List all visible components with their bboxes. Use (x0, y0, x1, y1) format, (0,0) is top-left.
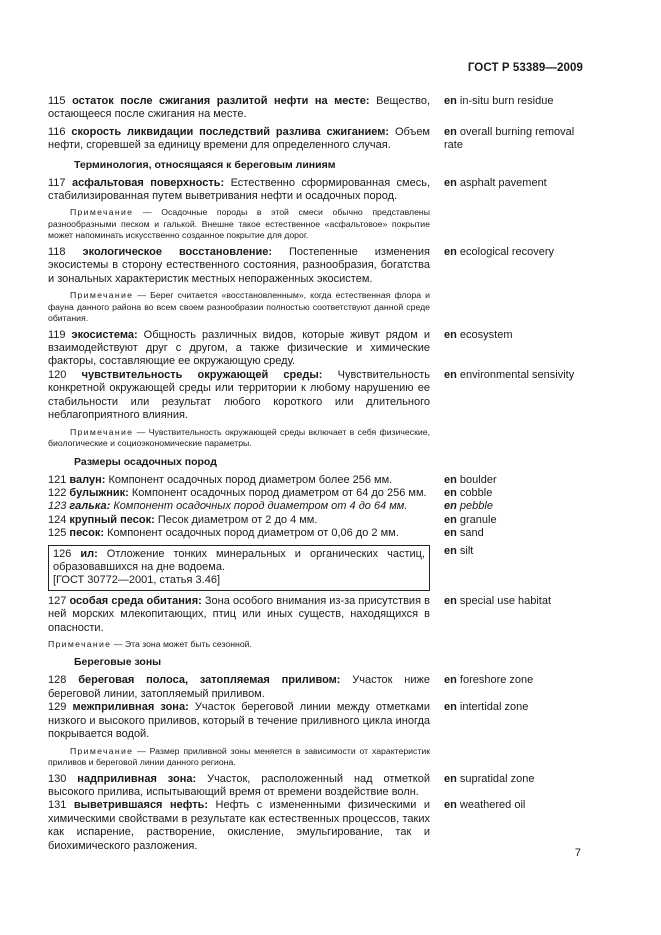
en-term: supratidal zone (459, 772, 535, 785)
entry-en (430, 527, 593, 540)
entry-en (430, 595, 593, 608)
en-tag: en (444, 513, 457, 526)
en-term: pebble (459, 500, 493, 513)
en-tag: en (444, 245, 457, 258)
term-entry-126 (48, 545, 593, 591)
entry-number: 121 (48, 473, 67, 486)
en-term: in-situ burn residue (459, 95, 554, 107)
entry-term: экосистема: (71, 328, 138, 341)
entry-definition: Отложение тонких минеральных и органических частиц, образовавшихся на дне водоема. (53, 547, 425, 573)
en-term: ecosystem (459, 328, 513, 341)
entry-en (430, 500, 593, 513)
entry-definition: Объем нефти, сгоревшей за единицу времени для определенного случая. (48, 125, 430, 152)
entry-ru (53, 548, 425, 588)
entry-number: 118 (48, 245, 66, 258)
note-label: Примечание (70, 426, 134, 437)
entry-en (430, 514, 593, 527)
entry-number: 122 (48, 486, 67, 499)
en-term: cobble (459, 486, 493, 499)
entry-definition: Участок береговой линии между отметками низкого и высокого приливов, который в течение приливного цикла иногда покрывается водой. (48, 701, 430, 741)
entry-number: 120 (48, 368, 67, 381)
section-title-sediment-sizes: Размеры осадочных пород (74, 455, 217, 468)
entry-number: 119 (48, 328, 66, 341)
en-term: overall burning removal rate (444, 125, 575, 152)
entry-number: 116 (48, 125, 66, 138)
entry-term: береговая полоса, затопляемая приливом: (78, 674, 341, 687)
entry-ru (48, 701, 430, 741)
entry-note (48, 290, 430, 325)
en-term: environmental sensivity (459, 368, 575, 381)
term-entry-119 (48, 329, 593, 369)
en-term: granule (459, 513, 497, 526)
note-label: Примечание (48, 638, 112, 649)
entry-en (430, 799, 593, 812)
en-tag: en (444, 701, 457, 714)
entry-definition: Естественно сформированная смесь, стабилизированная путем выветривания нефти и осадочных пород. (48, 176, 431, 203)
en-tag: en (444, 772, 457, 785)
entry-number: 129 (48, 701, 67, 714)
entry-en (430, 674, 593, 687)
entry-ru (48, 799, 430, 853)
term-entry-122 (48, 487, 593, 500)
en-tag: en (444, 176, 457, 189)
en-tag: en (444, 799, 457, 812)
term-entry-128 (48, 674, 593, 701)
entry-term: булыжник: (69, 486, 129, 499)
entry-number: 117 (48, 176, 66, 189)
entry-en (430, 329, 593, 342)
entry-ru (48, 487, 430, 500)
entry-en (430, 246, 593, 259)
entry-note (48, 746, 430, 769)
term-entry-116 (48, 126, 593, 153)
entry-en (430, 126, 593, 153)
en-term: boulder (459, 473, 497, 486)
entry-term: чувствительность окружающей среды: (81, 368, 323, 381)
term-entry-131 (48, 799, 593, 853)
entry-note (48, 639, 430, 651)
entry-term: асфальтовая поверхность: (71, 176, 225, 189)
entry-term: остаток после сжигания разлитой нефти на месте: (72, 95, 370, 107)
entry-ru (48, 500, 430, 513)
en-term: ecological recovery (459, 245, 555, 258)
entry-ru (48, 674, 430, 701)
entry-term: межприливная зона: (72, 701, 189, 714)
term-entry-117 (48, 177, 593, 204)
entry-ru (48, 773, 430, 800)
term-entry-120 (48, 369, 593, 423)
entry-number: 115 (48, 95, 66, 107)
entry-term: особая среда обитания: (69, 594, 202, 607)
en-tag: en (444, 544, 457, 557)
entry-term: экологическое восстановление: (82, 245, 273, 258)
entry-ru (48, 474, 430, 487)
entry-en (430, 773, 593, 786)
term-entry-123 (48, 500, 593, 513)
entry-ru (48, 329, 430, 369)
entry-number: 130 (48, 772, 67, 785)
entry-en (430, 487, 593, 500)
term-entry-115 (48, 95, 593, 122)
entry-definition: Участок, расположенный над отметкой высокого прилива, испытывающий время от времени воздействие волн. (48, 772, 430, 798)
entry-ru (48, 527, 430, 540)
note-label: Примечание (70, 290, 134, 301)
entry-number: 127 (48, 594, 67, 607)
entry-ru (48, 95, 430, 122)
entry-en (430, 177, 593, 190)
en-tag: en (444, 594, 457, 607)
entry-term: скорость ликвидации последствий разлива сжиганием: (71, 125, 390, 138)
document-content (48, 95, 593, 853)
entry-number: 124 (48, 513, 67, 526)
entry-number: 123 (48, 500, 67, 513)
en-tag: en (444, 328, 457, 341)
note-text: — Берег считается «восстановленным», когда естественная флора и фауна данного района во всем своем разнообразии полностью соответствуют данной среде обитания. (48, 290, 430, 324)
en-tag: en (444, 674, 457, 687)
entry-number: 131 (48, 799, 67, 812)
boxed-definition (48, 545, 430, 591)
entry-term: крупный песок: (69, 513, 155, 526)
entry-term: валун: (69, 473, 106, 486)
entry-note (48, 207, 430, 242)
en-term: special use habitat (459, 594, 552, 607)
entry-definition: Компонент осадочных пород диаметром более 256 мм. (108, 473, 393, 486)
entry-en (430, 95, 593, 108)
entry-definition: Постепенные изменения экосистемы в сторону естественного состояния, разнообразия, богатства и зональных характеристик местных непораженных экосистем. (48, 245, 430, 285)
entry-definition: Общность различных видов, которые живут рядом и взаимодействуют друг с другом, а также физические и химические факторы, составляющие ее окружающую среду. (48, 328, 430, 368)
entry-definition: Нефть с измененными физическими и химическими свойствами в результате как естественных процессов, таких как испарение, растворение, окисление, эмульгирование, так и биохимического разложения. (48, 799, 430, 852)
entry-term: выветрившаяся нефть: (73, 799, 209, 812)
entry-number: 126 (53, 547, 72, 560)
section-title-shorelines: Терминология, относящаяся к береговым линиям (74, 158, 336, 171)
note-text: — Чувствительность окружающей среды включает в себя физические, биологические и социоэкономические параметры. (48, 426, 430, 448)
en-tag: en (444, 368, 457, 381)
entry-note (48, 427, 430, 450)
term-entry-124 (48, 514, 593, 527)
entry-number: 128 (48, 674, 67, 687)
term-entry-118 (48, 246, 593, 286)
note-label: Примечание (70, 745, 134, 756)
entry-term: песок: (69, 527, 105, 540)
entry-definition: Компонент осадочных пород диаметром от 4 до 64 мм. (113, 500, 408, 513)
entry-definition: Зона особого внимания из-за присутствия в ней морских млекопитающих, птиц или иных существ, находящихся в опасности. (48, 594, 430, 634)
note-text: — Эта зона может быть сезонной. (113, 638, 252, 649)
en-tag: en (444, 473, 457, 486)
entry-definition: Компонент осадочных пород диаметром от 64 до 256 мм. (131, 486, 427, 499)
term-entry-127 (48, 595, 593, 635)
en-term: silt (459, 544, 474, 557)
note-label: Примечание (70, 207, 134, 218)
entry-ru (48, 246, 430, 286)
entry-definition: Песок диаметром от 2 до 4 мм. (157, 513, 318, 526)
entry-definition: Вещество, остающееся после сжигания на месте. (48, 95, 431, 121)
term-entry-121 (48, 474, 593, 487)
entry-number: 125 (48, 527, 67, 540)
en-tag: en (444, 486, 457, 499)
en-term: foreshore zone (459, 674, 534, 687)
standard-code: ГОСТ Р 53389—2009 (467, 62, 583, 74)
en-term: intertidal zone (459, 701, 529, 714)
entry-definition: Чувствительность конкретной окружающей среды или территории к любому нарушению ее стабильности или результат любого короткого или длительного неблагоприятного влияния. (48, 368, 430, 422)
en-term: sand (459, 527, 484, 540)
entry-term: галька: (69, 500, 111, 513)
term-entry-125 (48, 527, 593, 540)
page-number: 7 (574, 847, 581, 859)
entry-en (430, 369, 593, 382)
source-reference: [ГОСТ 30772—2001, статья 3.46] (53, 574, 221, 587)
entry-ru (48, 369, 430, 423)
entry-term: ил: (80, 547, 98, 560)
entry-ru (48, 595, 430, 635)
en-tag: en (444, 527, 457, 540)
note-text: — Размер приливной зоны меняется в зависимости от характеристик приливов и береговой линии данного региона. (48, 745, 430, 767)
entry-ru (48, 126, 430, 153)
en-tag: en (444, 95, 457, 107)
term-entry-129 (48, 701, 593, 741)
en-tag: en (444, 500, 457, 513)
entry-definition: Участок ниже береговой линии, затопляемый приливом. (48, 674, 430, 700)
note-text: — Осадочные породы в этой смеси обычно представлены разнообразными песком и галькой. Внешне такое естественное «асфальтовое» покрытие может напоминать искусственно созданное покрытие для дорог. (48, 207, 430, 241)
entry-en (430, 474, 593, 487)
entry-en (430, 701, 593, 714)
entry-term: надприливная зона: (77, 772, 197, 785)
section-title-coastal-zones: Береговые зоны (74, 656, 162, 669)
en-term: weathered oil (459, 799, 526, 812)
en-term: asphalt pavement (459, 176, 547, 189)
entry-ru (48, 514, 430, 527)
en-tag: en (444, 125, 457, 138)
entry-ru (48, 177, 430, 204)
entry-en (430, 545, 593, 558)
entry-definition: Компонент осадочных пород диаметром от 0,06 до 2 мм. (107, 527, 399, 540)
term-entry-130 (48, 773, 593, 800)
